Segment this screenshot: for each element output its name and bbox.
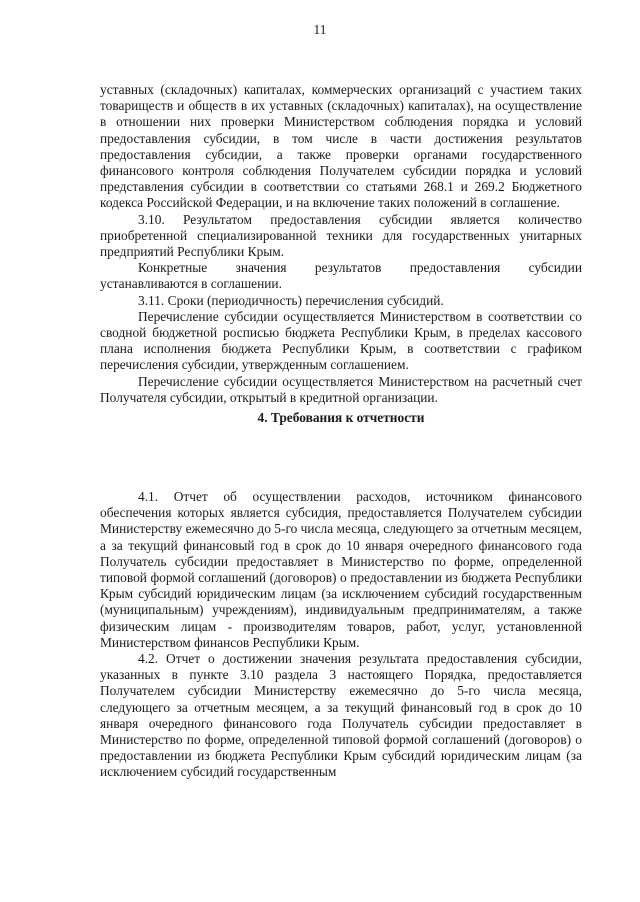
paragraph-transfer-schedule: Перечисление субсидии осуществляется Министерством в соответствии со сводной бюджетной росписью бюджета Республики Крым, в пределах кассового плана исполнения бюджета Республики Крым, в соответствии с графиком перечисления субсидии, утвержденным соглашением. (100, 308, 582, 373)
paragraph-3-11: 3.11. Сроки (периодичность) перечисления субсидий. (138, 292, 444, 308)
paragraph-4-1: 4.1. Отчет об осуществлении расходов, источником финансового обеспечения которых является субсидия, предоставляется Получателем субсидии Министерству ежемесячно до 5-го числа месяца, следующего за отчетным месяцем, а за текущий финансовый год в срок до 10 января очередного финансового года Получатель субсидии предоставляет в Министерство по форме, определенной типовой формой соглашений (договоров) о предоставлении из бюджета Республики Крым субсидий юридическим лицам (за исключением субсидий государственным (муниципальным) учреждениям), индивидуальным предпринимателям, а также физическим лицам - производителям товаров, работ, услуг, установленной Министерством финансов Республики Крым. (100, 489, 582, 650)
paragraph-transfer-account: Перечисление субсидии осуществляется Министерством на расчетный счет Получателя субсидии, открытый в кредитной организации. (100, 373, 582, 405)
paragraph-4-2: 4.2. Отчет о достижении значения результата предоставления субсидии, указанных в пункте 3.10 раздела 3 настоящего Порядка, предоставляется Получателем субсидии Министерству ежемесячно до 5-го числа месяца, следующего за отчетным месяцем, а за текущий финансовый год в срок до 10 января очередного финансового года Получатель субсидии предоставляет в Министерство по форме, определенной типовой формой соглашений (договоров) о предоставлении из бюджета Республики Крым субсидий юридическим лицам (за исключением субсидий государственным (100, 651, 582, 780)
top-text-block (100, 82, 582, 426)
paragraph-continuation: уставных (складочных) капиталах, коммерческих организаций с участием таких товариществ и обществ в их уставных (складочных) капиталах), на осуществление в отношении них проверки Министерством соблюдения порядка и условий предоставления субсидии, в том числе в части достижения результатов предоставления субсидии, а также проверки органами государственного финансового контроля соблюдения Получателем субсидии порядка и условий представления субсидии в соответствии со статьями 268.1 и 269.2 Бюджетного кодекса Российской Федерации, и на включение таких положений в соглашение. (100, 82, 582, 211)
paragraph-result-values: Конкретные значения результатов предоставления субсидии устанавливаются в соглашении. (100, 260, 582, 292)
section-heading: 4. Требования к отчетности (257, 410, 425, 426)
bottom-text-block (100, 489, 582, 781)
page-number: 11 (313, 22, 327, 37)
paragraph-3-10: 3.10. Результатом предоставления субсидии является количество приобретенной специализированной техники для государственных унитарных предприятий Республики Крым. (100, 211, 582, 260)
